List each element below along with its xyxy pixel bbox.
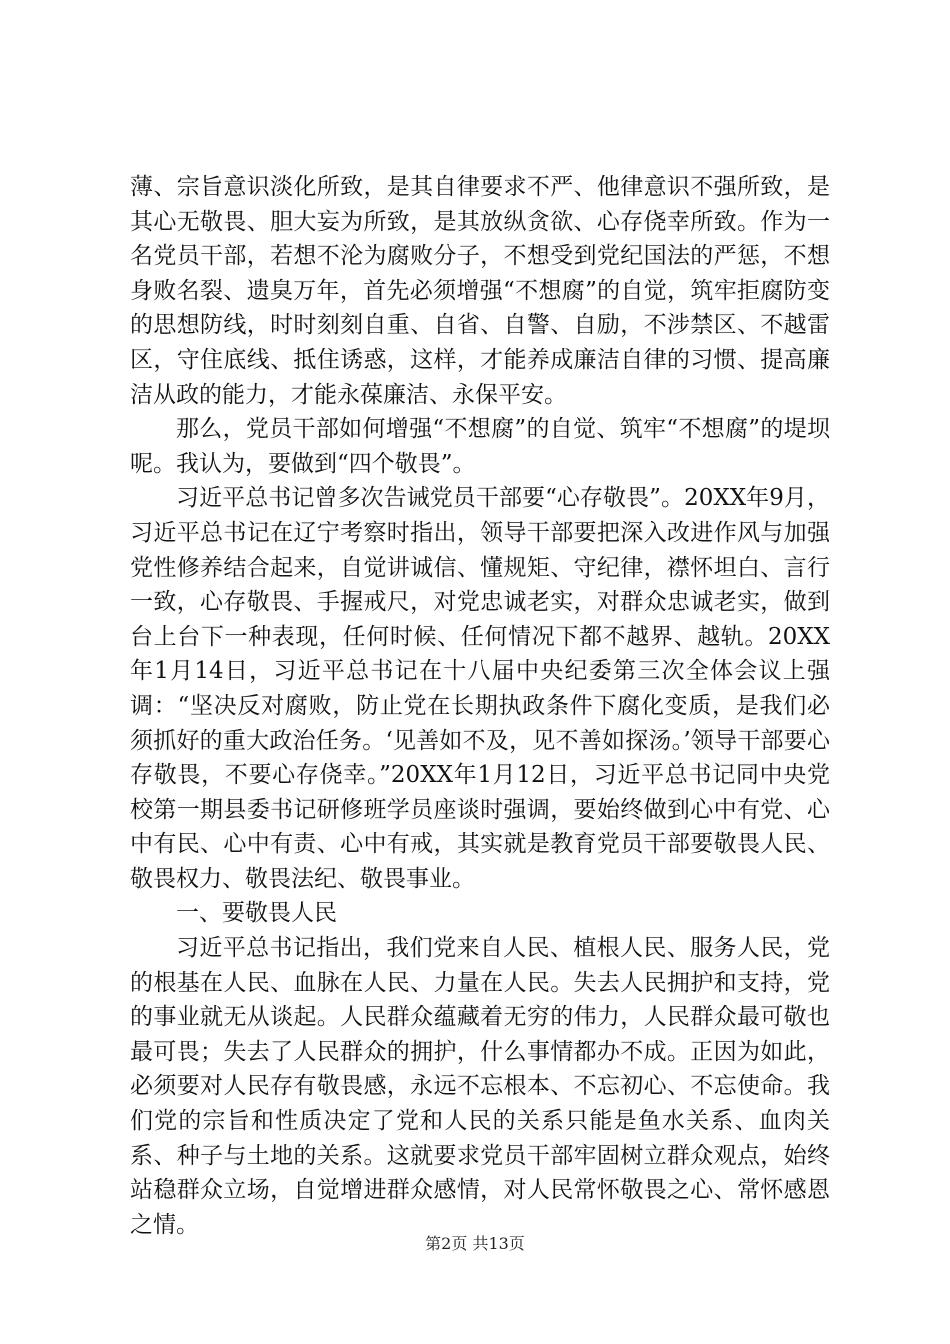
section-heading: 一、要敬畏人民 — [176, 900, 337, 927]
document-body — [130, 170, 830, 1242]
paragraph-section-body: 习近平总书记指出，我们党来自人民、植根人民、服务人民，党的根基在人民、血脉在人民、力量在人民。失去人民拥护和支持，党的事业就无从谈起。人民群众蕴藏着无穷的伟力，人民群众最可敬也最可畏；失去了人民群众的拥护，什么事情都办不成。正因为如此，必须要对人民存有敬畏感，永远不忘根本、不忘初心、不忘使命。我们党的宗旨和性质决定了党和人民的关系只能是鱼水关系、血肉关系、种子与土地的关系。这就要求党员干部牢固树立群众观点，始终站稳群众立场，自觉增进群众感情，对人民常怀敬畏之心、常怀感恩之情。 — [130, 935, 830, 1238]
paragraph-question: 那么，党员干部如何增强“不想腐”的自觉、筑牢“不想腐”的堤坝呢。我认为，要做到“四个敬畏”。 — [130, 416, 830, 477]
page-number-footer: 第2页 共13页 — [425, 1234, 525, 1253]
paragraph-quotes: 习近平总书记曾多次告诫党员干部要“心存敬畏”。20XX年9月，习近平总书记在辽宁考察时指出，领导干部要把深入改进作风与加强党性修养结合起来，自觉讲诚信、懂规矩、守纪律，襟怀坦白、言行一致，心存敬畏、手握戒尺，对党忠诚老实，对群众忠诚老实，做到台上台下一种表现，任何时候、任何情况下都不越界、越轨。20XX年1月14日，习近平总书记在十八届中央纪委第三次全体会议上强调：“坚决反对腐败，防止党在长期执政条件下腐化变质，是我们必须抓好的重大政治任务。‘见善如不及，见不善如探汤。’领导干部要心存敬畏，不要心存侥幸。”20XX年1月12日，习近平总书记同中央党校第一期县委书记研修班学员座谈时强调，要始终做到心中有党、心中有民、心中有责、心中有戒，其实就是教育党员干部要敬畏人民、敬畏权力、敬畏法纪、敬畏事业。 — [130, 485, 830, 892]
paragraph-continuation: 薄、宗旨意识淡化所致，是其自律要求不严、他律意识不强所致，是其心无敬畏、胆大妄为所致，是其放纵贪欲、心存侥幸所致。作为一名党员干部，若想不沦为腐败分子，不想受到党纪国法的严惩，不想身败名裂、遗臭万年，首先必须增强“不想腐”的自觉，筑牢拒腐防变的思想防线，时时刻刻自重、自省、自警、自励，不涉禁区、不越雷区，守住底线、抵住诱惑，这样，才能养成廉洁自律的习惯、提高廉洁从政的能力，才能永葆廉洁、永保平安。 — [130, 174, 830, 408]
